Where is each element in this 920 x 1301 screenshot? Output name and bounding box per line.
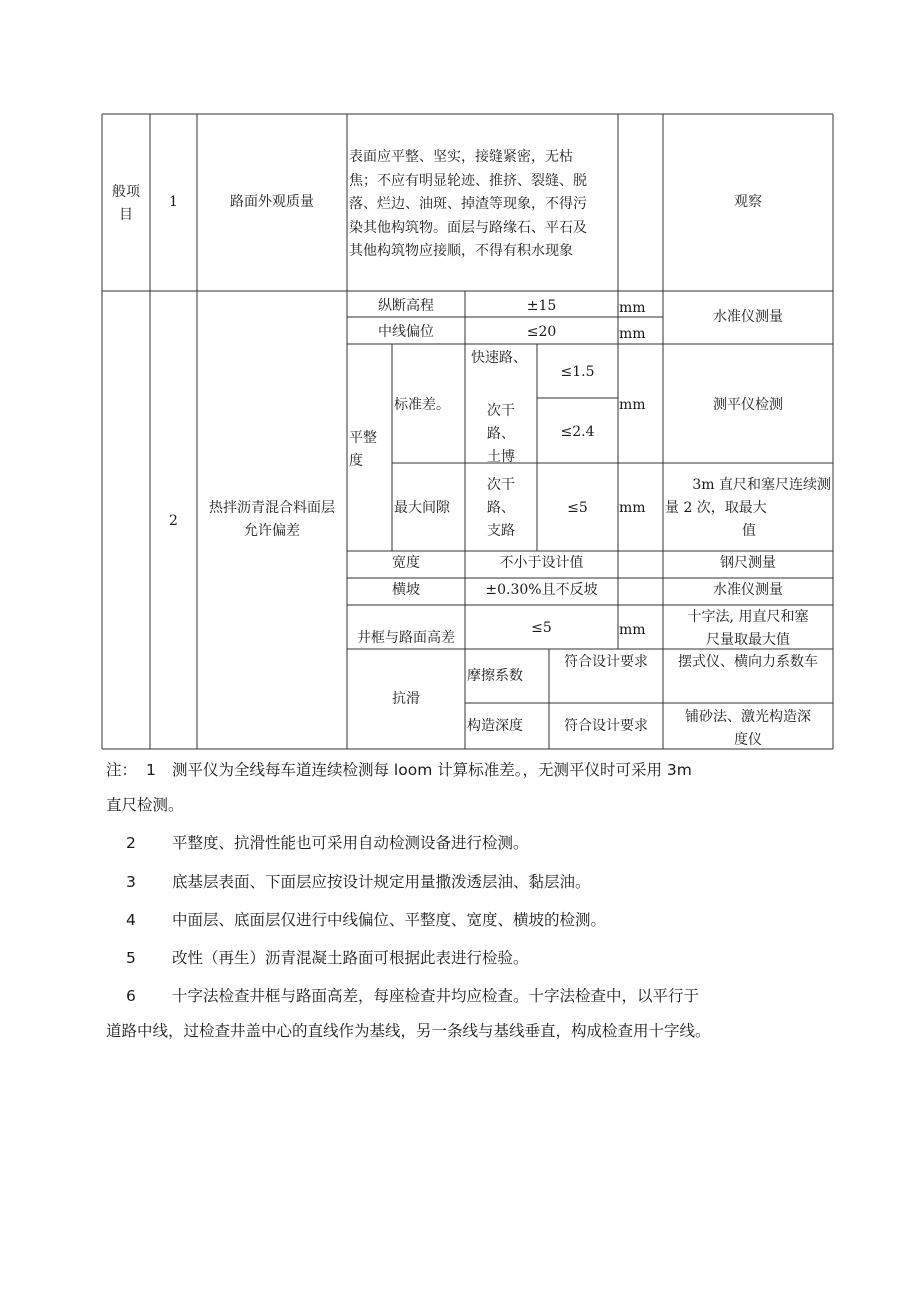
max-gap-value: ≤5: [567, 500, 588, 516]
secondary-road-line: 土博: [487, 449, 515, 465]
texture-method-line: 度仪: [734, 732, 762, 748]
row1-index: 1: [169, 194, 178, 210]
note-text-cont: 道路中线，过检查井盖中心的直线作为基线，另一条线与基线垂直，构成检查用十字线。: [106, 1022, 711, 1040]
note-text: 底基层表面、下面层应按设计规定用量撒泼透层油、黏层油。: [172, 873, 591, 891]
row2-item-line: 热拌沥青混合料面层: [209, 500, 335, 516]
texture-label: 构造深度: [467, 718, 523, 734]
row1-category: 般项目: [112, 184, 140, 223]
slope-value: ±0.30%且不反坡: [485, 582, 598, 598]
manhole-method: [663, 606, 833, 652]
note-number: 1: [146, 761, 156, 779]
max-gap-method: [665, 474, 833, 543]
manhole-value: ≤5: [531, 620, 552, 636]
note-text: 平整度、抗滑性能也可采用自动检测设备进行检测。: [172, 834, 529, 852]
row2-item: [197, 497, 347, 543]
manhole-method-line: 十字法, 用直尺和塞: [687, 609, 809, 625]
note-number: 4: [126, 911, 136, 929]
max-gap-road: [465, 474, 537, 543]
centerline-value: ≤20: [526, 324, 557, 340]
centerline-label: 中线偏位: [378, 324, 434, 340]
width-label: 宽度: [392, 555, 420, 571]
note-text-cont: 直尺检测。: [106, 796, 184, 814]
requirement-line: 染其他构筑物。面层与路缘石、平石及: [349, 219, 587, 236]
flatness-label: [349, 427, 391, 473]
row2-index: 2: [169, 513, 178, 529]
manhole-label: 井框与路面高差: [357, 630, 455, 646]
note-text: 测平仪为全线每车道连续检测每 loom 计算标准差。，无测平仪时可采用 3m: [172, 761, 692, 779]
std-unit: mm: [619, 397, 646, 413]
note-text: 中面层、底面层仅进行中线偏位、平整度、宽度、横坡的检测。: [172, 911, 607, 929]
requirement-line: 焦；不应有明显轮迹、推挤、裂缝、脱: [349, 172, 587, 189]
elevation-value: ±15: [526, 298, 557, 314]
centerline-unit: mm: [619, 326, 646, 342]
max-gap-road-line: 次干: [487, 477, 515, 493]
secondary-road: [465, 400, 537, 469]
row2-item-line: 允许偏差: [244, 523, 300, 539]
expressway-road: 快速路、: [471, 350, 527, 366]
max-gap-road-line: 路、: [487, 500, 515, 516]
texture-method: [663, 706, 833, 752]
requirement-line: 表面应平整、坚实，接缝紧密，无枯: [349, 149, 573, 165]
friction-value: 符合设计要求: [564, 654, 648, 670]
skid-label: 抗滑: [392, 691, 420, 707]
std-label: 标准差。: [394, 397, 450, 413]
max-gap-road-line: 支路: [487, 523, 515, 539]
width-method: 钢尺测量: [720, 555, 776, 571]
manhole-method-line: 尺量取最大值: [706, 632, 790, 648]
secondary-road-line: 路、: [487, 426, 515, 442]
max-gap-label: 最大间隙: [394, 500, 450, 516]
friction-label: 摩擦系数: [467, 668, 523, 684]
row1-method: 观察: [734, 194, 762, 210]
expressway-value: ≤1.5: [560, 364, 595, 380]
secondary-road-line: 次干: [487, 403, 515, 419]
notes-prefix: 注：: [106, 761, 138, 779]
slope-method: 水准仪测量: [713, 582, 783, 598]
note-number: 5: [126, 949, 136, 967]
note-number: 3: [126, 873, 136, 891]
max-gap-method-line: 3m 直尺和塞尺连续测: [692, 477, 831, 493]
secondary-value: ≤2.4: [560, 424, 595, 440]
requirement-line: 其他构筑物应接顺，不得有积水现象: [349, 243, 573, 259]
requirement-line: 落、烂边、油斑、掉渣等现象，不得污: [349, 196, 587, 212]
elevation-unit: mm: [619, 300, 646, 316]
texture-method-line: 铺砂法、激光构造深: [685, 709, 811, 725]
width-value: 不小于设计值: [499, 555, 584, 571]
slope-label: 横坡: [392, 582, 420, 598]
std-method: 测平仪检测: [713, 397, 783, 413]
friction-method: 摆式仪、横向力系数车: [678, 654, 818, 670]
level-method: 水准仪测量: [713, 309, 783, 325]
row1-item: 路面外观质量: [230, 194, 314, 210]
note-text: 十字法检查井框与路面高差，每座检查井均应检查。十字法检查中，以平行于: [172, 987, 700, 1005]
row1-requirement: [349, 146, 619, 264]
note-number: 2: [126, 834, 136, 852]
flatness-label-line: 度: [349, 453, 363, 469]
manhole-unit: mm: [619, 622, 646, 638]
note-text: 改性（再生）沥青混凝土路面可根据此表进行检验。: [172, 949, 529, 967]
texture-value: 符合设计要求: [564, 718, 648, 734]
elevation-label: 纵断高程: [378, 298, 434, 314]
max-gap-method-line: 量 2 次，取最大: [665, 500, 767, 516]
note-number: 6: [126, 987, 136, 1005]
max-gap-unit: mm: [619, 500, 646, 516]
flatness-label-line: 平整: [349, 430, 377, 446]
max-gap-method-line: 值: [742, 523, 756, 539]
